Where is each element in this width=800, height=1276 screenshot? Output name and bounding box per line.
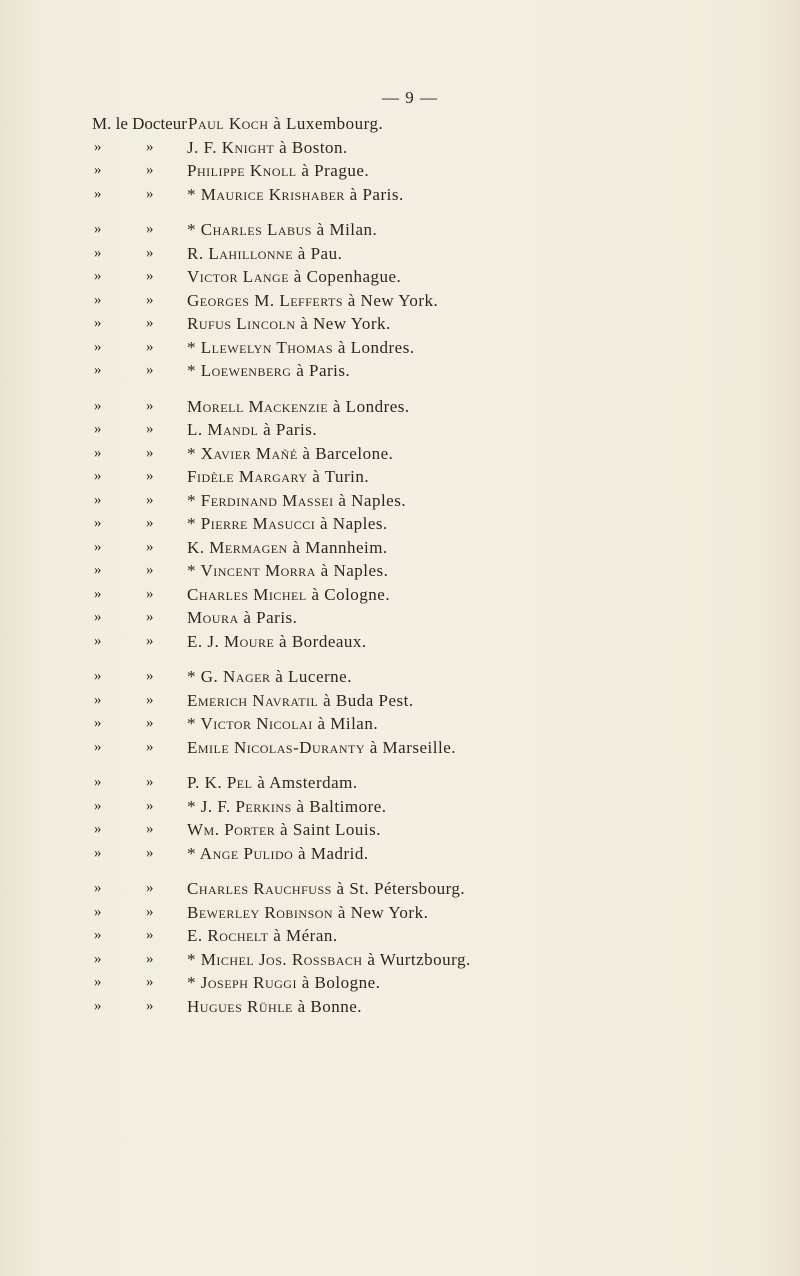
member-name: L. Mandl <box>187 420 259 439</box>
member-entry <box>187 924 338 947</box>
ditto-mark: » <box>146 821 154 837</box>
member-city: à Naples. <box>333 490 407 510</box>
member-entry <box>187 948 471 971</box>
member-name: * Xavier Mañé <box>187 443 298 463</box>
ditto-mark: » <box>146 397 154 414</box>
list-item <box>0 242 800 266</box>
member-entry <box>187 665 352 688</box>
member-name: * Michel Jos. Rossbach <box>187 949 363 969</box>
ditto-mark: » <box>146 538 154 555</box>
ditto-mark: » <box>94 691 102 708</box>
member-name: * Vincent Morra <box>187 561 316 580</box>
member-entry <box>187 901 428 924</box>
ditto-mark: » <box>94 738 102 755</box>
member-entry <box>187 312 391 335</box>
member-city: à Wurtzbourg. <box>362 949 471 969</box>
member-entry <box>187 630 367 653</box>
member-city: à Copenhague. <box>289 267 402 286</box>
ditto-mark: » <box>146 362 154 378</box>
ditto-mark: » <box>146 715 154 731</box>
member-name: Emerich Navratil <box>187 690 319 710</box>
member-entry <box>187 971 380 994</box>
member-city: à Milan. <box>312 714 379 733</box>
list-item <box>0 901 800 925</box>
member-city: à Paris. <box>238 608 298 627</box>
member-city: à Naples. <box>315 514 388 533</box>
ditto-mark: » <box>94 491 102 508</box>
ditto-mark: » <box>94 221 102 237</box>
ditto-mark: » <box>146 997 154 1014</box>
member-city: à Paris. <box>258 420 318 439</box>
entry-group <box>0 112 800 206</box>
list-item <box>0 183 800 207</box>
member-name: Victor Lange <box>187 267 290 286</box>
ditto-mark: » <box>94 585 102 602</box>
title-prefix: M. le Docteur <box>92 114 187 133</box>
member-name: Paul Koch <box>188 114 269 133</box>
member-entry <box>187 136 348 159</box>
list-item <box>0 948 800 972</box>
list-item <box>0 795 800 819</box>
ditto-mark: » <box>146 491 154 508</box>
ditto-mark: » <box>146 880 154 896</box>
ditto-mark: » <box>146 244 154 261</box>
ditto-mark: » <box>146 632 154 649</box>
member-name: Charles Michel <box>187 584 307 604</box>
member-name: * Loewenberg <box>187 361 292 380</box>
member-name: E. J. Moure <box>187 631 275 651</box>
ditto-mark: » <box>94 974 102 990</box>
ditto-mark: » <box>146 221 154 237</box>
ditto-mark: » <box>146 421 154 437</box>
member-entry <box>187 877 465 900</box>
member-city: à Turin. <box>307 467 370 486</box>
member-name: Wm. Porter <box>187 820 276 839</box>
ditto-mark: » <box>146 974 154 990</box>
member-entry <box>187 489 406 512</box>
member-city: à Méran. <box>268 926 338 945</box>
member-name: R. Lahillonne <box>187 243 294 263</box>
member-name: * J. F. Perkins <box>187 796 292 816</box>
ditto-mark: » <box>94 927 102 943</box>
ditto-mark: » <box>146 609 154 625</box>
member-name: Morell Mackenzie <box>187 396 329 416</box>
member-city: à New York. <box>343 290 439 310</box>
entry-group <box>0 395 800 654</box>
list-item <box>0 665 800 689</box>
member-entry <box>187 583 390 606</box>
entry-group <box>0 218 800 383</box>
ditto-mark: » <box>146 668 154 684</box>
member-entry <box>187 771 358 794</box>
member-name: * Charles Labus <box>187 220 312 239</box>
member-city: à Bordeaux. <box>274 631 367 651</box>
ditto-mark: » <box>94 609 102 625</box>
list-item <box>0 536 800 560</box>
list-item <box>0 712 800 736</box>
member-city: à New York. <box>295 314 391 333</box>
ditto-mark: » <box>146 927 154 943</box>
list-item <box>0 112 800 136</box>
list-item <box>0 289 800 313</box>
member-city: à Marseille. <box>365 737 457 757</box>
member-entry <box>188 112 383 135</box>
ditto-mark: » <box>146 585 154 602</box>
member-name: Fidèle Margary <box>187 467 308 486</box>
list-item <box>0 395 800 419</box>
ditto-mark: » <box>94 185 102 202</box>
ditto-mark: » <box>146 562 154 578</box>
member-name: Moura <box>187 608 239 627</box>
member-city: à Prague. <box>296 161 370 180</box>
ditto-mark: » <box>94 468 102 484</box>
list-item <box>0 818 800 842</box>
list-item <box>0 995 800 1019</box>
member-city: à Naples. <box>315 561 389 580</box>
list-item <box>0 606 800 630</box>
member-city: à Boston. <box>274 137 348 157</box>
list-item <box>0 736 800 760</box>
ditto-mark: » <box>94 444 102 461</box>
member-city: à Cologne. <box>306 584 391 604</box>
member-name: Rufus Lincoln <box>187 314 296 333</box>
member-name: P. K. Pel <box>187 773 253 792</box>
ditto-mark: » <box>146 138 154 155</box>
member-city: à Bologne. <box>296 973 381 992</box>
member-city: à Mannheim. <box>287 537 388 557</box>
member-entry <box>187 795 387 818</box>
member-city: à Luxembourg. <box>268 114 384 133</box>
list-item <box>0 489 800 513</box>
ditto-mark: » <box>146 691 154 708</box>
ditto-mark: » <box>94 715 102 731</box>
member-entry <box>187 842 369 865</box>
member-city: à Paris. <box>291 361 351 380</box>
member-entry <box>187 289 438 312</box>
member-entry <box>187 183 404 206</box>
member-name: Bewerley Robinson <box>187 902 334 922</box>
list-item <box>0 771 800 795</box>
member-name: E. Rochelt <box>187 926 269 945</box>
member-name: Emile Nicolas-Duranty <box>187 737 366 757</box>
member-entry <box>187 689 414 712</box>
list-item <box>0 877 800 901</box>
member-name: * Pierre Masucci <box>187 514 316 533</box>
list-item <box>0 442 800 466</box>
member-city: à Madrid. <box>293 843 369 863</box>
member-entry <box>187 395 410 418</box>
list-item <box>0 265 800 289</box>
list-item <box>0 465 800 489</box>
member-entry <box>187 465 369 488</box>
member-name: * G. Nager <box>187 667 271 686</box>
ditto-mark: » <box>94 291 102 308</box>
member-city: à Saint Louis. <box>275 820 382 839</box>
ditto-mark: » <box>146 291 154 308</box>
list-item <box>0 336 800 360</box>
list-item <box>0 359 800 383</box>
list-item <box>0 630 800 654</box>
ditto-mark: » <box>146 315 154 331</box>
ditto-mark: » <box>146 774 154 790</box>
list-item <box>0 689 800 713</box>
entry-group <box>0 771 800 865</box>
ditto-mark: » <box>94 562 102 578</box>
ditto-mark: » <box>94 421 102 437</box>
ditto-mark: » <box>94 632 102 649</box>
member-entry <box>187 559 388 582</box>
list-item <box>0 971 800 995</box>
member-entry <box>187 159 369 182</box>
member-name: * Ange Pulido <box>187 843 294 863</box>
ditto-mark: » <box>94 515 102 531</box>
member-entry <box>187 359 350 382</box>
ditto-mark: » <box>94 903 102 920</box>
member-name: Charles Rauchfuss <box>187 879 332 898</box>
page-number: — 9 — <box>382 88 438 107</box>
list-item <box>0 924 800 948</box>
ditto-mark: » <box>146 950 154 967</box>
member-city: à Londres. <box>333 337 415 357</box>
list-item <box>0 559 800 583</box>
member-name: Georges M. Lefferts <box>187 290 343 310</box>
ditto-mark: » <box>94 338 102 355</box>
member-entry <box>187 418 317 441</box>
ditto-mark: » <box>94 880 102 896</box>
member-entry <box>187 536 388 559</box>
member-name: Philippe Knoll <box>187 161 297 180</box>
ditto-mark: » <box>146 515 154 531</box>
member-entry <box>187 336 415 359</box>
ditto-mark: » <box>94 950 102 967</box>
member-entry <box>187 218 377 241</box>
entry-group <box>0 877 800 1018</box>
list-item <box>0 159 800 183</box>
ditto-mark: » <box>146 162 154 178</box>
ditto-mark: » <box>94 397 102 414</box>
member-city: à New York. <box>333 902 429 922</box>
list-item <box>0 842 800 866</box>
member-city: à Paris. <box>344 184 404 204</box>
ditto-mark: » <box>146 268 154 284</box>
ditto-mark: » <box>94 315 102 331</box>
member-city: à Milan. <box>311 220 378 239</box>
list-item <box>0 583 800 607</box>
ditto-mark: » <box>146 444 154 461</box>
ditto-mark: » <box>146 903 154 920</box>
member-entry <box>187 242 342 265</box>
ditto-mark: » <box>94 244 102 261</box>
ditto-mark: » <box>94 268 102 284</box>
member-city: à Baltimore. <box>291 796 387 816</box>
ditto-mark: » <box>94 138 102 155</box>
entry-group <box>0 665 800 759</box>
list-item <box>0 136 800 160</box>
member-name: Hugues Rühle <box>187 996 293 1016</box>
member-city: à Lucerne. <box>270 667 352 686</box>
ditto-mark: » <box>146 844 154 861</box>
member-entry <box>187 712 378 735</box>
list-item <box>0 218 800 242</box>
ditto-mark: » <box>94 821 102 837</box>
member-name: * Llewelyn Thomas <box>187 337 334 357</box>
member-city: à Amsterdam. <box>252 773 358 792</box>
member-city: à Londres. <box>328 396 410 416</box>
member-list <box>0 112 800 1030</box>
member-name: K. Mermagen <box>187 537 288 557</box>
member-entry <box>187 818 381 841</box>
ditto-mark: » <box>94 774 102 790</box>
ditto-mark: » <box>146 468 154 484</box>
ditto-mark: » <box>146 185 154 202</box>
ditto-mark: » <box>94 538 102 555</box>
ditto-mark: » <box>94 997 102 1014</box>
member-name: * Victor Nicolai <box>187 714 313 733</box>
list-item <box>0 512 800 536</box>
ditto-mark: » <box>94 162 102 178</box>
ditto-mark: » <box>146 797 154 814</box>
member-entry <box>187 736 456 759</box>
member-entry <box>187 442 393 465</box>
list-item <box>0 312 800 336</box>
ditto-mark: » <box>94 844 102 861</box>
member-city: à St. Pétersbourg. <box>331 879 466 898</box>
list-item <box>0 418 800 442</box>
ditto-mark: » <box>146 338 154 355</box>
member-name: * Maurice Krishaber <box>187 184 345 204</box>
ditto-mark: » <box>94 668 102 684</box>
member-name: * Joseph Ruggi <box>187 973 297 992</box>
member-name: J. F. Knight <box>187 137 275 157</box>
member-entry <box>187 265 401 288</box>
ditto-mark: » <box>146 738 154 755</box>
member-city: à Pau. <box>293 243 343 263</box>
ditto-mark: » <box>94 797 102 814</box>
member-entry <box>187 512 388 535</box>
member-entry <box>187 606 297 629</box>
member-city: à Barcelone. <box>297 443 394 463</box>
member-entry <box>187 995 362 1018</box>
member-city: à Buda Pest. <box>318 690 414 710</box>
ditto-mark: » <box>94 362 102 378</box>
member-name: * Ferdinand Massei <box>187 490 334 510</box>
member-city: à Bonne. <box>292 996 363 1016</box>
